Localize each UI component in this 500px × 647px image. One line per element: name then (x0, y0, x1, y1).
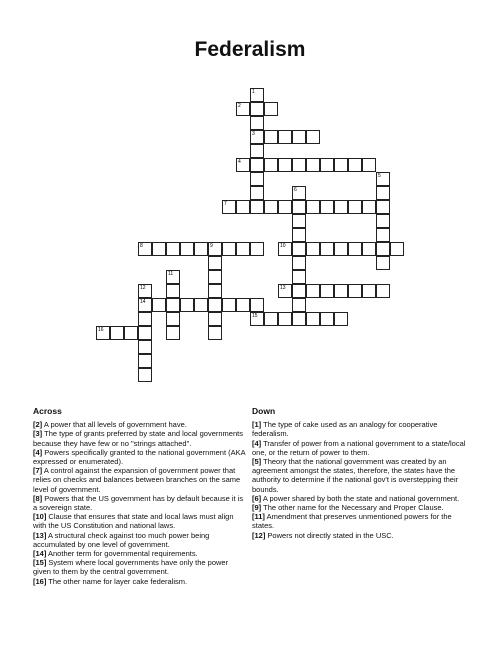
down-clue (252, 531, 467, 540)
clue-number-label: 5 (378, 173, 381, 179)
grid-cell[interactable] (180, 298, 194, 312)
clue-number-label: 4 (238, 159, 241, 165)
grid-cell[interactable] (362, 284, 376, 298)
grid-cell[interactable] (362, 200, 376, 214)
grid-cell[interactable] (292, 200, 306, 214)
grid-cell[interactable] (166, 284, 180, 298)
grid-cell[interactable] (208, 312, 222, 326)
grid-cell[interactable] (348, 200, 362, 214)
across-clue (33, 512, 248, 530)
grid-cell[interactable] (306, 130, 320, 144)
clue-text: The other name for layer cake federalism. (46, 576, 188, 586)
clue-number-label: 16 (98, 327, 104, 333)
grid-cell[interactable] (348, 242, 362, 256)
clue-text: Powers specifically granted to the national government (AKA expressed or enumerated). (33, 447, 246, 467)
down-clue (252, 503, 467, 512)
grid-cell[interactable] (278, 200, 292, 214)
grid-cell[interactable] (278, 130, 292, 144)
across-heading: Across (33, 406, 62, 416)
down-clue (252, 420, 467, 438)
down-clue (252, 439, 467, 457)
grid-cell[interactable] (250, 158, 264, 172)
grid-cell[interactable] (166, 312, 180, 326)
clue-text: Amendment that preserves unmentioned powers for the states. (252, 512, 452, 531)
grid-cell[interactable] (180, 242, 194, 256)
grid-cell[interactable] (278, 158, 292, 172)
grid-cell[interactable] (264, 200, 278, 214)
across-clue (33, 429, 248, 447)
clue-text: System where local governments have only the power given to them by the central government. (33, 558, 229, 577)
grid-cell[interactable] (292, 312, 306, 326)
grid-cell[interactable] (138, 368, 152, 382)
grid-cell[interactable] (222, 242, 236, 256)
grid-cell[interactable] (376, 242, 390, 256)
across-clue (33, 494, 248, 512)
grid-cell[interactable] (334, 312, 348, 326)
clue-number: [10] (33, 512, 47, 522)
grid-cell[interactable] (292, 158, 306, 172)
grid-cell[interactable] (376, 214, 390, 228)
clue-number: [2] (33, 420, 43, 430)
clue-text: A structural check against too much power being accumulated by one level of government. (33, 530, 210, 549)
grid-cell[interactable] (208, 284, 222, 298)
clue-number: [11] (252, 512, 265, 522)
clue-text: Powers that the US government has by default because it is a sovereign state. (33, 493, 244, 513)
across-clue (33, 577, 248, 586)
down-clue-list (252, 420, 467, 540)
down-heading: Down (252, 406, 276, 416)
grid-cell[interactable] (110, 326, 124, 340)
clue-number: [12] (252, 530, 266, 540)
grid-cell[interactable] (138, 312, 152, 326)
grid-cell[interactable] (292, 130, 306, 144)
grid-cell[interactable] (292, 214, 306, 228)
grid-cell[interactable] (166, 242, 180, 256)
grid-cell[interactable] (264, 130, 278, 144)
grid-cell[interactable] (194, 242, 208, 256)
grid-cell[interactable] (292, 284, 306, 298)
grid-cell[interactable] (278, 312, 292, 326)
clue-number: [7] (33, 466, 43, 476)
clue-number: [13] (33, 530, 47, 540)
clue-number: [14] (33, 549, 47, 559)
grid-cell[interactable] (306, 242, 320, 256)
puzzle-title: Federalism (194, 38, 306, 61)
clue-text: The type of cake used as an analogy for cooperative federalism. (252, 420, 438, 439)
clue-text: Another term for governmental requirements. (46, 549, 198, 559)
grid-cell[interactable] (250, 242, 264, 256)
grid-cell[interactable] (250, 144, 264, 158)
grid-cell[interactable] (306, 158, 320, 172)
grid-cell[interactable] (138, 326, 152, 340)
across-clue (33, 531, 248, 549)
clue-number-label: 3 (252, 131, 255, 137)
across-clue (33, 558, 248, 576)
grid-cell[interactable] (264, 312, 278, 326)
grid-cell[interactable] (348, 284, 362, 298)
clue-text: Clause that ensures that state and local laws must align with the US Constitution and national laws. (33, 512, 234, 531)
grid-cell[interactable] (166, 326, 180, 340)
clue-number-label: 14 (140, 299, 146, 305)
grid-cell[interactable] (250, 172, 264, 186)
grid-cell[interactable] (138, 354, 152, 368)
grid-cell[interactable] (320, 312, 334, 326)
grid-cell[interactable] (320, 242, 334, 256)
grid-cell[interactable] (334, 200, 348, 214)
grid-cell[interactable] (376, 186, 390, 200)
clue-number-label: 1 (252, 89, 255, 95)
grid-cell[interactable] (250, 200, 264, 214)
clue-number: [3] (33, 429, 43, 439)
clue-text: Powers not directly stated in the USC. (265, 530, 394, 540)
clue-text: The other name for the Necessary and Proper Clause. (261, 503, 444, 513)
grid-cell[interactable] (320, 158, 334, 172)
clue-number: [1] (252, 420, 262, 430)
clue-number: [6] (252, 493, 262, 503)
grid-cell[interactable] (390, 242, 404, 256)
clue-text: A power that all levels of government have. (42, 420, 187, 430)
clue-number: [15] (33, 558, 47, 568)
grid-cell[interactable] (334, 242, 348, 256)
grid-cell[interactable] (320, 284, 334, 298)
clue-text: Transfer of power from a national government to a state/local one, or the return of power to them. (252, 438, 466, 457)
grid-cell[interactable] (292, 270, 306, 284)
down-clue (252, 494, 467, 503)
grid-cell[interactable] (264, 158, 278, 172)
grid-cell[interactable] (166, 298, 180, 312)
grid-cell[interactable] (152, 242, 166, 256)
grid-cell[interactable] (376, 200, 390, 214)
across-clue (33, 549, 248, 558)
grid-cell[interactable] (292, 228, 306, 242)
grid-cell[interactable] (138, 340, 152, 354)
clue-number-label: 6 (294, 187, 297, 193)
down-clues (252, 407, 467, 540)
clue-number-label: 7 (224, 201, 227, 207)
clue-number: [4] (252, 438, 262, 448)
down-clue (252, 512, 467, 530)
grid-cell[interactable] (208, 256, 222, 270)
grid-cell[interactable] (306, 312, 320, 326)
grid-cell[interactable] (236, 200, 250, 214)
grid-cell[interactable] (208, 298, 222, 312)
grid-cell[interactable] (152, 298, 166, 312)
grid-cell[interactable] (348, 158, 362, 172)
across-clue (33, 420, 248, 429)
grid-cell[interactable] (334, 284, 348, 298)
across-clue-list (33, 420, 248, 586)
across-clues (33, 407, 248, 586)
clue-number-label: 11 (168, 271, 174, 277)
grid-cell[interactable] (376, 256, 390, 270)
grid-cell[interactable] (124, 326, 138, 340)
grid-cell[interactable] (194, 298, 208, 312)
clue-number: [16] (33, 576, 47, 586)
clue-text: A power shared by both the state and national government. (261, 493, 460, 503)
clue-number-label: 8 (140, 243, 143, 249)
down-clue (252, 457, 467, 494)
grid-cell[interactable] (376, 284, 390, 298)
clue-text: The type of grants preferred by state and local governments because they have few or no "strings attached". (33, 429, 243, 448)
grid-cell[interactable] (208, 270, 222, 284)
clue-text: Theory that the national government was created by an agreement amongst the states, therefore, the states have the authority to determine if the national gov't is overstepping their bounds. (252, 457, 459, 494)
grid-cell[interactable] (250, 298, 264, 312)
grid-cell[interactable] (236, 298, 250, 312)
grid-cell[interactable] (306, 200, 320, 214)
across-clue (33, 448, 248, 466)
grid-cell[interactable] (236, 242, 250, 256)
clue-number-label: 9 (210, 243, 213, 249)
grid-cell[interactable] (292, 242, 306, 256)
clue-number: [5] (252, 457, 262, 467)
clue-number: [9] (252, 503, 262, 513)
grid-cell[interactable] (250, 102, 264, 116)
grid-cell[interactable] (306, 284, 320, 298)
grid-cell[interactable] (362, 242, 376, 256)
grid-cell[interactable] (250, 186, 264, 200)
clue-number-label: 10 (280, 243, 286, 249)
grid-cell[interactable] (320, 200, 334, 214)
clue-number-label: 13 (280, 285, 286, 291)
grid-cell[interactable] (250, 116, 264, 130)
clue-number-label: 2 (238, 103, 241, 109)
grid-cell[interactable] (222, 298, 236, 312)
clue-number-label: 12 (140, 285, 146, 291)
grid-cell[interactable] (292, 256, 306, 270)
grid-cell[interactable] (208, 326, 222, 340)
grid-cell[interactable] (362, 158, 376, 172)
across-clue (33, 466, 248, 494)
clue-number: [8] (33, 493, 43, 503)
clue-number: [4] (33, 447, 43, 457)
grid-cell[interactable] (334, 158, 348, 172)
grid-cell[interactable] (376, 228, 390, 242)
grid-cell[interactable] (264, 102, 278, 116)
grid-cell[interactable] (292, 298, 306, 312)
clue-number-label: 15 (252, 313, 258, 319)
clue-text: A control against the expansion of government power that relies on checks and balances between branches on the same level of government. (33, 466, 241, 494)
